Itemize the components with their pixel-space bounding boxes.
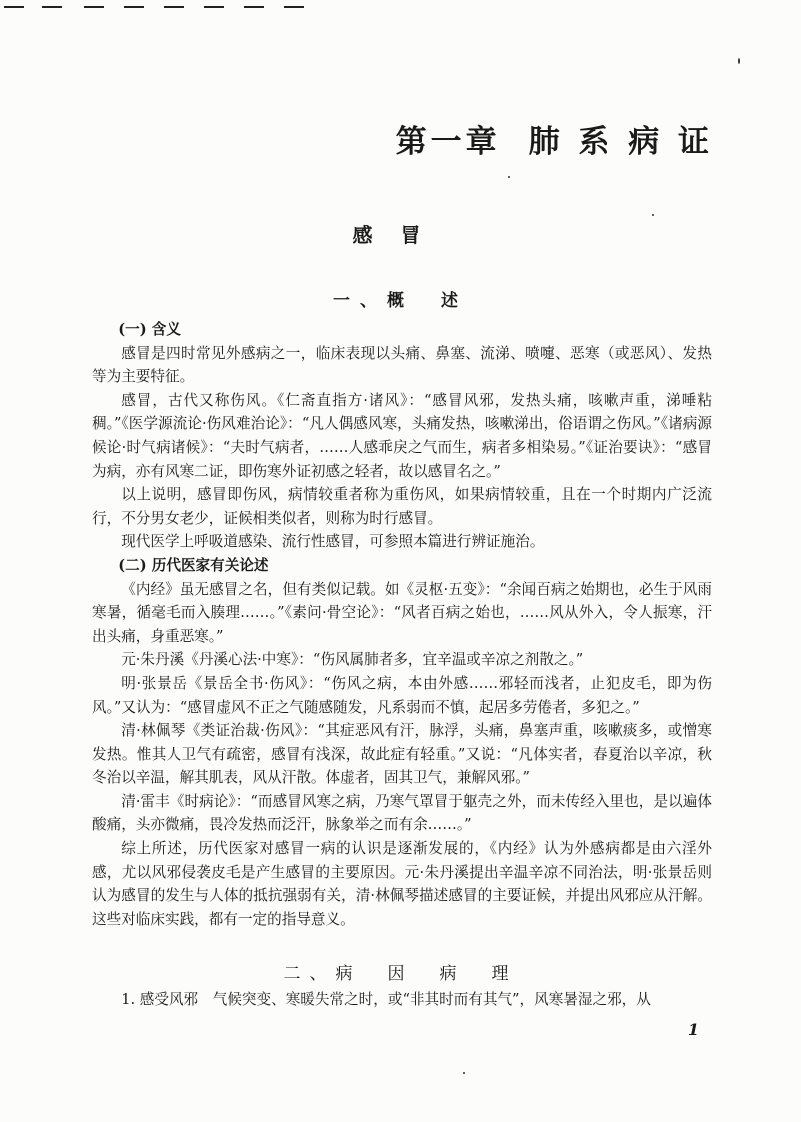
scan-speck [652,214,654,216]
chapter-label: 第一章 [395,124,501,160]
section-heading-etiology: 二、病 因 病 理 [283,964,518,984]
rule-dash [204,6,224,8]
paragraph: 感冒，古代又称伤风。《仁斋直指方·诸风》：“感冒风邪，发热头痛，咳嗽声重，涕唾粘稠。”《医学源流论·伤风难治论》：“凡人偶感风寒，头痛发热，咳嗽涕出，俗语谓之伤风。”《诸病源候论·时气病诸候》：“夫时气病者，……人感乖戾之气而生，病者多相染易。”《证治要诀》：“感冒为病，亦有风寒二证，即伤寒外证初感之轻者，故以感冒名之。” [92,391,712,480]
scan-speck [738,58,740,64]
section-etiology-body [92,988,712,1012]
paragraph: 《内经》虽无感冒之名，但有类似记载。如《灵枢·五变》：“余闻百病之始期也，必生于风雨寒暑，循毫毛而入腠理……。”《素问·骨空论》：“风者百病之始也，……风从外入，令人振寒，汗出头痛，身重恶寒。” [92,580,712,645]
chapter-title: 肺 系 病 证 [528,124,713,160]
rule-dash [84,6,104,8]
paragraph: 感冒是四时常见外感病之一，临床表现以头痛、鼻塞、流涕、喷嚏、恶寒（或恶风）、发热等为主要特征。 [92,344,712,386]
chapter-heading [396,116,713,161]
rule-dash [4,6,24,8]
subheading-definition: (一) 含义 [118,321,181,338]
header-dashed-rule [0,6,320,10]
paragraph-first-line: 1. 感受风邪 气候突变、寒暖失常之时，或“非其时而有其气”，风寒暑湿之邪，从 [121,991,651,1008]
section-heading-overview: 一、概 述 [333,291,468,311]
paragraph: 元·朱丹溪《丹溪心法·中寒》：“伤风属肺者多，宜辛温或辛凉之剂散之。” [121,651,584,669]
section-overview-body [92,318,712,931]
paragraph: 综上所述，历代医家对感冒一病的认识是逐渐发展的，《内经》认为外感病都是由六淫外感，尤以风邪侵袭皮毛是产生感冒的主要原因。元·朱丹溪提出辛温辛凉不同治法，明·张景岳则认为感冒的发生与人体的抵抗强弱有关，清·林佩琴描述感冒的主要证候，并提出风邪应从汗解。这些对临床实践，都有一定的指导意义。 [92,840,712,928]
rule-dash [284,6,304,8]
disease-title: 感冒 [352,223,449,247]
scan-speck [463,1072,465,1074]
subheading-historical-views: (二) 历代医家有关论述 [118,556,269,574]
rule-dash [244,6,264,8]
page-number: 1 [687,1020,699,1039]
paragraph: 清·林佩琴《类证治裁·伤风》：“其症恶风有汗，脉浮，头痛，鼻塞声重，咳嗽痰多，或憎寒发热。惟其人卫气有疏密，感冒有浅深，故此症有轻重。”又说：“凡体实者，春夏治以辛凉，秋冬治以辛温，解其肌表，风从汗散。体虚者，固其卫气，兼解风邪。” [92,722,712,787]
paragraph: 以上说明，感冒即伤风，病情较重者称为重伤风，如果病情较重，且在一个时期内广泛流行，不分男女老少，证候相类似者，则称为时行感冒。 [92,486,712,527]
rule-dash [164,6,184,8]
scan-speck [508,176,510,178]
rule-dash [42,6,62,8]
rule-dash [124,6,144,8]
paragraph: 清·雷丰《时病论》：“而感冒风寒之病，乃寒气罩冒于躯壳之外，而未传经入里也，是以遍体酸痛，头亦微痛，畏冷发热而泛汗，脉象举之而有余……。” [92,792,712,834]
paragraph: 现代医学上呼吸道感染、流行性感冒，可参照本篇进行辨证施治。 [121,533,545,551]
paragraph: 明·张景岳《景岳全书·伤风》：“伤风之病，本由外感……邪轻而浅者，止犯皮毛，即为伤风。”又认为：“感冒虚风不正之气随感随发，凡系弱而不慎，起居多劳倦者，多犯之。” [92,674,712,716]
